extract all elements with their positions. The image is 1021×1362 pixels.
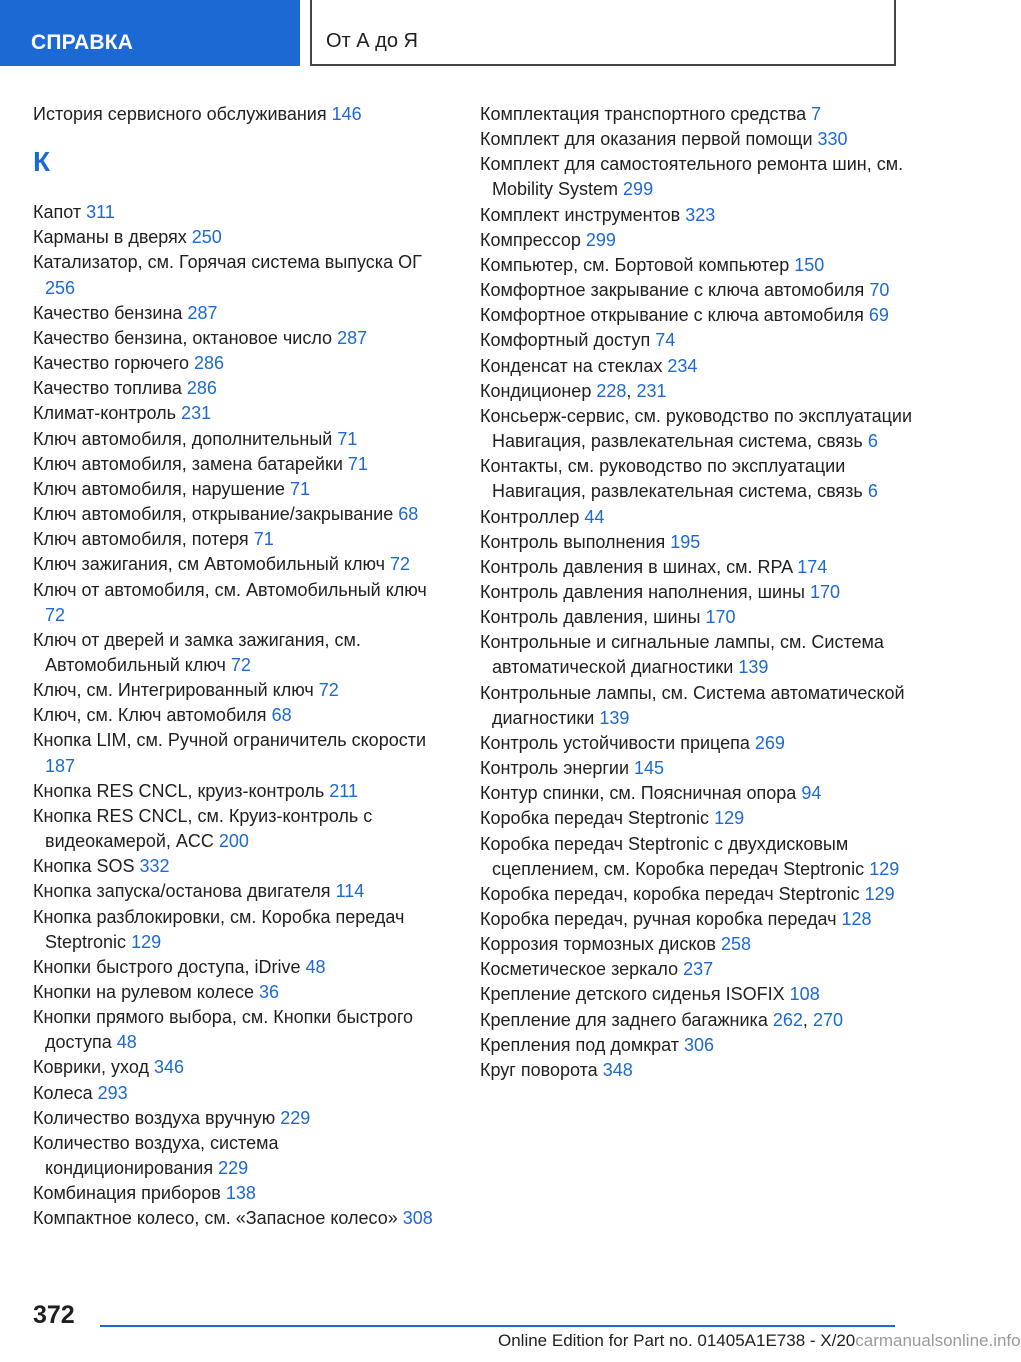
index-entry-term: Катализатор, см. Горячая система выпуска ОГ <box>33 252 422 273</box>
index-entry <box>480 328 920 353</box>
index-entry-term: Количество воздуха вручную <box>33 1107 276 1128</box>
page-reference-link[interactable]: 72 <box>230 654 251 675</box>
index-entry <box>33 301 445 326</box>
index-entry <box>480 932 920 957</box>
index-entry-term: Комплектация транспортного средства <box>480 104 807 124</box>
page-reference-link[interactable]: 71 <box>253 529 274 550</box>
index-entry-term: Коробка передач, коробка передач Steptronic <box>480 883 860 904</box>
page-reference-link[interactable]: 108 <box>789 984 820 1005</box>
index-entry-term: Капот <box>33 202 82 223</box>
index-entry <box>33 678 445 703</box>
index-entry <box>33 779 445 804</box>
index-entry <box>33 1106 445 1131</box>
page-reference-link[interactable]: 6 <box>867 481 878 502</box>
index-entry <box>480 1008 920 1033</box>
index-entry-term: Комфортное закрывание с ключа автомобиля <box>480 280 865 301</box>
page-reference-link[interactable]: 36 <box>258 982 280 1002</box>
index-entry-term: Кнопки быстрого доступа, iDrive <box>33 956 301 977</box>
page-reference-link[interactable]: 139 <box>599 707 630 728</box>
index-entry-term: Количество воздуха, система кондиционирования <box>33 1132 279 1179</box>
page-reference-link[interactable]: 72 <box>45 604 66 625</box>
watermark-text: carmanualsonline.info <box>855 1331 1021 1350</box>
page-reference-link[interactable]: 231 <box>636 380 667 401</box>
index-entry <box>33 401 445 426</box>
index-entry <box>480 781 920 806</box>
index-entry-term: Кнопки прямого выбора, см. Кнопки быстрого доступа <box>33 1007 414 1053</box>
index-entry-term: Кнопка RES CNCL, круиз-контроль <box>33 780 325 801</box>
index-entry-term: Коробка передач Steptronic с двухдисковым сцеплением, см. Коробка передач Steptronic <box>480 833 865 879</box>
index-entry <box>33 452 445 477</box>
page-reference-link[interactable]: 145 <box>634 758 665 779</box>
page-reference-link[interactable]: 170 <box>705 607 736 628</box>
index-entry-term: Колеса <box>33 1082 93 1103</box>
index-entry-term: Компактное колесо, см. «Запасное колесо» <box>33 1208 398 1229</box>
page-reference-link[interactable]: 71 <box>289 478 310 499</box>
page-reference-link[interactable]: 72 <box>318 680 339 701</box>
index-entry <box>33 102 445 127</box>
index-entry <box>33 1181 445 1206</box>
index-entry-term: Качество бензина <box>33 302 183 323</box>
index-entry <box>33 955 445 980</box>
index-entry-term: Ключ автомобиля, нарушение <box>33 478 285 499</box>
index-entry <box>480 580 920 605</box>
index-entry-term: Кнопки на рулевом колесе <box>33 982 254 1002</box>
index-entry <box>33 527 445 552</box>
index-entry-term: Кнопка LIM, см. Ручной ограничитель скорости <box>33 730 427 751</box>
page-reference-link[interactable]: 70 <box>869 280 890 301</box>
index-entry <box>480 882 920 907</box>
index-entry <box>33 200 445 225</box>
page-reference-link[interactable]: 170 <box>810 581 841 602</box>
page-reference-link[interactable]: 250 <box>191 227 222 248</box>
page-reference-link[interactable]: 287 <box>187 302 218 323</box>
index-entry <box>33 376 445 401</box>
index-entry-term: Коврики, уход <box>33 1057 149 1078</box>
page-reference-link[interactable]: 306 <box>684 1034 715 1055</box>
page-reference-link[interactable]: 72 <box>390 554 411 575</box>
footer-divider <box>100 1325 895 1327</box>
page-reference-link[interactable]: 323 <box>685 204 716 225</box>
index-entry-term: Крепление для заднего багажника <box>480 1009 768 1030</box>
page-reference-link[interactable]: 286 <box>194 353 225 374</box>
chapter-title: От А до Я <box>310 0 896 66</box>
page-reference-link[interactable]: 229 <box>218 1158 249 1179</box>
index-entry <box>33 854 445 879</box>
index-entry <box>33 628 445 678</box>
index-entry <box>480 253 920 278</box>
index-letter-heading: К <box>33 146 51 178</box>
page-header <box>0 0 960 66</box>
index-entry <box>480 982 920 1007</box>
index-entry <box>33 728 445 778</box>
page-reference-link[interactable]: 311 <box>86 202 115 223</box>
index-entry <box>480 152 920 202</box>
page-reference-link[interactable]: 237 <box>683 959 714 980</box>
index-entry <box>33 326 445 351</box>
page-reference-link[interactable]: 71 <box>347 453 368 474</box>
index-entry-term: Ключ автомобиля, замена батарейки <box>33 453 343 474</box>
page-reference-link[interactable]: 258 <box>720 934 752 955</box>
index-entry <box>480 555 920 580</box>
index-entry-term: Ключ, см. Ключ автомобиля <box>33 705 267 726</box>
index-entry <box>480 756 920 781</box>
index-entry <box>480 505 920 530</box>
index-column-right <box>480 102 920 1083</box>
index-entry <box>33 804 445 854</box>
index-entry-term: Кнопка запуска/останова двигателя <box>33 881 331 902</box>
index-entry <box>33 1055 445 1080</box>
page-reference-link[interactable]: 231 <box>181 403 212 424</box>
index-entry <box>480 278 920 303</box>
index-entry-term: Кондиционер <box>480 380 592 401</box>
index-entry-term: Ключ от дверей и замка зажигания, см. Автомобильный ключ <box>33 629 361 675</box>
index-entry <box>33 1206 445 1231</box>
index-entry-term: Конденсат на стеклах <box>480 355 663 376</box>
page-reference-link[interactable]: 150 <box>794 254 825 275</box>
index-entry-term: Крепления под домкрат <box>480 1034 680 1055</box>
page-reference-link[interactable]: 234 <box>667 355 698 376</box>
index-entry-term: Контроль выполнения <box>480 531 666 552</box>
page-reference-link[interactable]: 299 <box>623 179 654 200</box>
index-entry-term: Качество бензина, октановое число <box>33 327 333 348</box>
index-entry <box>480 907 920 932</box>
index-entry-term: Компрессор <box>480 229 581 250</box>
index-entry-term: Коробка передач Steptronic <box>480 808 710 829</box>
page-reference-link[interactable]: 68 <box>398 504 419 525</box>
index-entry-term: Ключ от автомобиля, см. Автомобильный ключ <box>33 579 427 600</box>
page-reference-link[interactable]: 330 <box>817 129 848 150</box>
index-entry <box>33 578 445 628</box>
page-reference-link[interactable]: 139 <box>738 657 769 678</box>
index-entry <box>480 832 920 882</box>
index-entry-term: Компьютер, см. Бортовой компьютер <box>480 254 790 275</box>
page-reference-link[interactable]: 7 <box>811 104 822 124</box>
page-reference-link[interactable]: 71 <box>337 428 358 449</box>
page-reference-link[interactable]: 346 <box>154 1057 185 1078</box>
page-reference-link[interactable]: 299 <box>585 229 616 250</box>
page-reference-link[interactable]: 129 <box>131 931 162 952</box>
index-entry-term: Карманы в дверях <box>33 227 187 248</box>
page-reference-link[interactable]: 174 <box>797 556 828 577</box>
index-entry <box>480 203 920 228</box>
index-entry <box>480 731 920 756</box>
index-entry <box>480 354 920 379</box>
index-entry-term: Контроль давления в шинах, см. RPA <box>480 556 793 577</box>
index-entry <box>33 552 445 577</box>
index-entry <box>33 703 445 728</box>
page-reference-link[interactable]: 200 <box>218 831 249 852</box>
index-entry <box>33 980 445 1005</box>
index-entry <box>480 1058 920 1083</box>
index-entry-term: Ключ зажигания, см Автомобильный ключ <box>33 554 385 575</box>
index-entry <box>480 630 920 680</box>
index-entry <box>480 127 920 152</box>
index-entry <box>480 681 920 731</box>
index-entry-term: Комплект для оказания первой помощи <box>480 129 813 150</box>
page-reference-link[interactable]: 94 <box>801 783 822 804</box>
index-entry-term: Косметическое зеркало <box>480 959 679 980</box>
index-entry-term: Коробка передач, ручная коробка передач <box>480 909 837 929</box>
page-reference-link[interactable]: 293 <box>97 1082 128 1103</box>
index-entry <box>480 102 920 127</box>
page-separator: , <box>626 380 632 401</box>
index-entry <box>33 502 445 527</box>
index-entry-term: Комплект для самостоятельного ремонта шин, см. Mobility System <box>480 154 904 200</box>
index-entry <box>480 228 920 253</box>
index-entry-term: Комплект инструментов <box>480 204 681 225</box>
index-entry-term: Кнопка RES CNCL, см. Круиз-контроль с видеокамерой, ACC <box>33 805 373 852</box>
page-number: 372 <box>33 1301 75 1329</box>
index-entry-term: Кнопка SOS <box>33 856 135 877</box>
index-entry <box>480 605 920 630</box>
index-entry <box>33 427 445 452</box>
page-reference-link[interactable]: 128 <box>841 909 872 929</box>
index-entry-term: Ключ автомобиля, открывание/закрывание <box>33 504 394 525</box>
index-entry <box>33 879 445 904</box>
page-reference-link[interactable]: 129 <box>714 808 745 829</box>
index-entry-term: Контрольные и сигнальные лампы, см. Система автоматической диагностики <box>480 632 884 678</box>
index-entry-term: Контроль давления, шины <box>480 607 701 628</box>
index-entry <box>33 1081 445 1106</box>
index-entry-term: Ключ, см. Интегрированный ключ <box>33 680 314 701</box>
page-reference-link[interactable]: 74 <box>655 330 676 351</box>
page-reference-link[interactable]: 228 <box>596 380 627 401</box>
index-entry-term: Климат-контроль <box>33 403 177 424</box>
page-reference-link[interactable]: 68 <box>271 705 292 726</box>
section-tab[interactable]: СПРАВКА <box>0 0 300 66</box>
index-entry-term: Контроллер <box>480 506 580 527</box>
index-entry <box>33 1131 445 1181</box>
page-reference-link[interactable]: 48 <box>305 956 326 977</box>
footer-edition <box>498 1331 1021 1351</box>
page-separator: , <box>802 1009 808 1030</box>
page-reference-link[interactable]: 69 <box>868 305 889 326</box>
index-entry-term: Комфортный доступ <box>480 330 651 351</box>
page-reference-link[interactable]: 129 <box>864 883 895 904</box>
index-entry <box>33 1005 445 1055</box>
index-entry-term: Качество горючего <box>33 353 189 374</box>
page-reference-link[interactable]: 332 <box>139 856 170 877</box>
index-entry <box>480 806 920 831</box>
page-reference-link[interactable]: 48 <box>116 1032 137 1053</box>
page-reference-link[interactable]: 187 <box>45 755 76 776</box>
page-reference-link[interactable]: 308 <box>402 1208 433 1229</box>
page-reference-link[interactable]: 114 <box>335 881 365 902</box>
index-entry <box>480 404 920 454</box>
index-entry <box>480 303 920 328</box>
index-entry <box>480 379 920 404</box>
index-entry-term: Контрольные лампы, см. Система автоматической диагностики <box>480 682 905 728</box>
index-entry-term: Коррозия тормозных дисков <box>480 934 716 955</box>
page-reference-link[interactable]: 262 <box>772 1009 803 1030</box>
page-reference-link[interactable]: 270 <box>812 1009 843 1030</box>
index-entry-term: Комбинация приборов <box>33 1183 221 1204</box>
index-entry-term: Контроль давления наполнения, шины <box>480 581 805 602</box>
index-entry-term: Ключ автомобиля, потеря <box>33 529 249 550</box>
page-reference-link[interactable]: 138 <box>225 1183 256 1204</box>
page-reference-link[interactable]: 211 <box>329 780 358 801</box>
page-reference-link[interactable]: 269 <box>754 732 785 753</box>
page-reference-link[interactable]: 256 <box>45 277 76 298</box>
page-reference-link[interactable]: 195 <box>670 531 701 552</box>
index-entry <box>480 530 920 555</box>
index-entry-term: Контроль устойчивости прицепа <box>480 732 750 753</box>
index-entry <box>33 250 445 300</box>
index-entry-term: Круг поворота <box>480 1059 598 1080</box>
index-entry <box>33 225 445 250</box>
index-entry <box>33 351 445 376</box>
edition-text: Online Edition for Part no. 01405A1E738 - X/20 <box>498 1331 856 1350</box>
page-reference-link[interactable]: 6 <box>867 431 878 452</box>
page-reference-link[interactable]: 229 <box>280 1107 311 1128</box>
index-column-left <box>33 102 445 1232</box>
page-reference-link[interactable]: 44 <box>584 506 605 527</box>
index-entry-term: Кнопка разблокировки, см. Коробка передач Steptronic <box>33 906 405 952</box>
index-entry <box>33 477 445 502</box>
index-entry-term: Контроль энергии <box>480 758 630 779</box>
index-entry <box>33 905 445 955</box>
page-reference-link[interactable]: 146 <box>331 104 362 124</box>
page-reference-link[interactable]: 286 <box>186 378 217 399</box>
index-entry-term: Контур спинки, см. Поясничная опора <box>480 783 797 804</box>
index-entry-term: Контакты, см. руководство по эксплуатации Навигация, развлекательная система, связь <box>480 456 863 502</box>
index-entry-term: Консьерж-сервис, см. руководство по эксплуатации Навигация, развлекательная система, связь <box>480 405 913 452</box>
index-entry <box>480 1033 920 1058</box>
page-reference-link[interactable]: 129 <box>869 858 900 879</box>
index-entry-term: История сервисного обслуживания <box>33 104 327 124</box>
index-entry <box>480 454 920 504</box>
page-reference-link[interactable]: 287 <box>337 327 368 348</box>
index-entry <box>480 957 920 982</box>
index-entry-term: Ключ автомобиля, дополнительный <box>33 428 333 449</box>
index-entry-term: Качество топлива <box>33 378 182 399</box>
index-entry-term: Комфортное открывание с ключа автомобиля <box>480 305 864 326</box>
index-entry-term: Крепление детского сиденья ISOFIX <box>480 984 785 1005</box>
page-reference-link[interactable]: 348 <box>602 1059 633 1080</box>
